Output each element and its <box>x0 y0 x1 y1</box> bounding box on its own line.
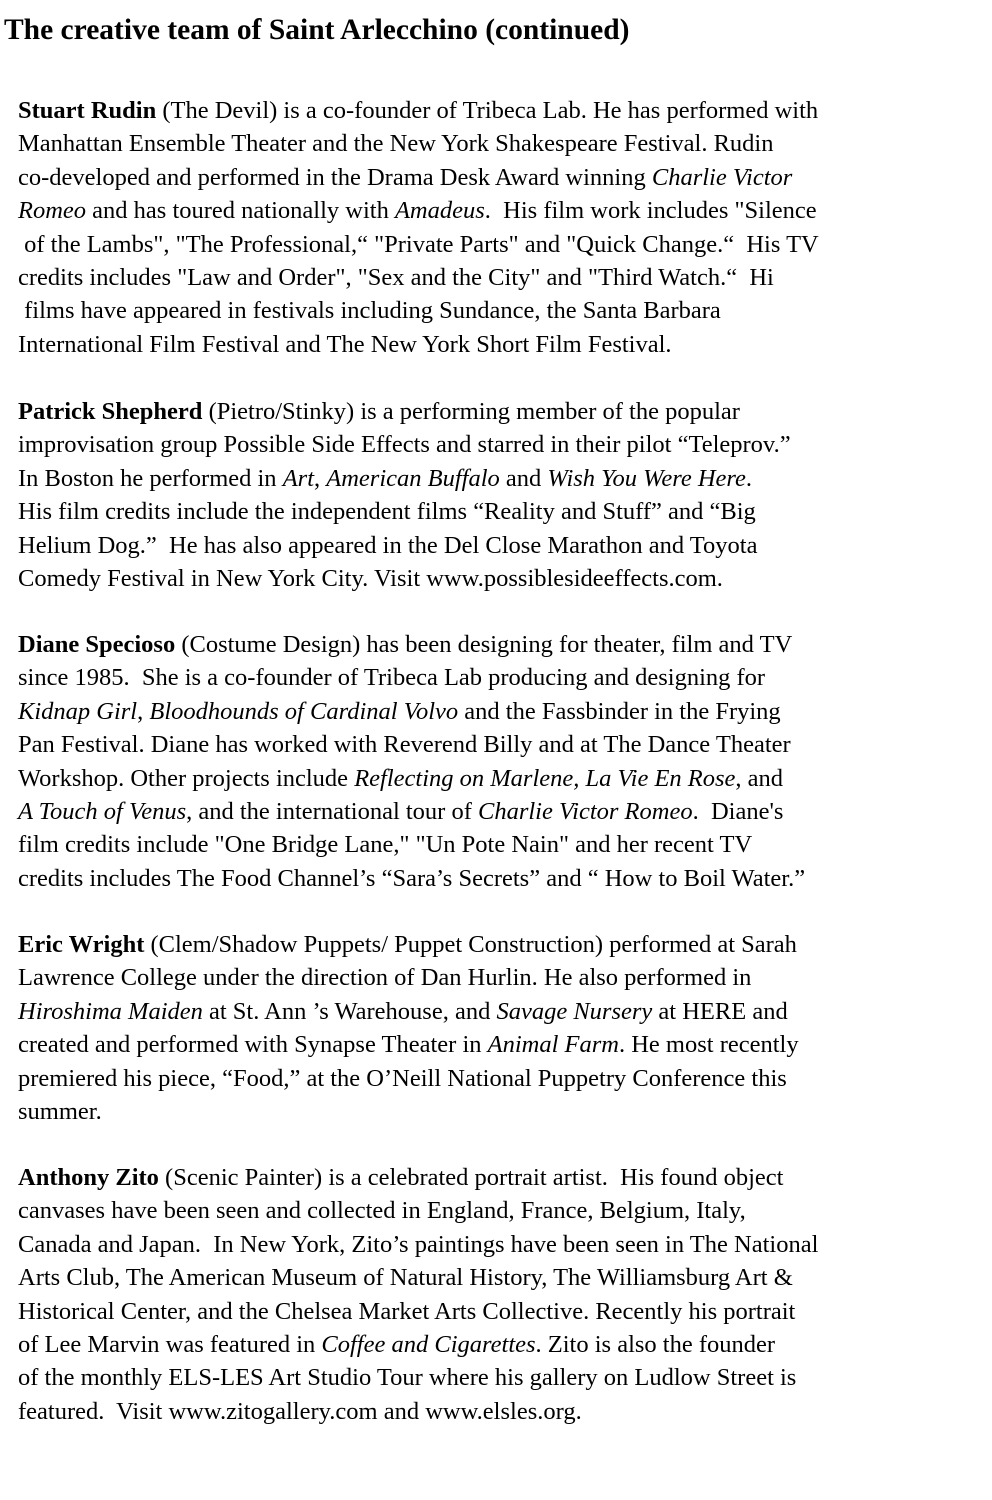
bio-text: film credits include "One Bridge Lane," "Un Pote Nain" and her recent TV <box>18 831 753 859</box>
work-title: Wish You Were Here <box>547 464 746 492</box>
work-title: Reflecting on Marlene, La Vie En Rose <box>354 764 736 792</box>
bio-line <box>18 395 791 428</box>
bio-line <box>18 94 819 127</box>
bio-text: of Lee Marvin was featured in <box>18 1330 322 1358</box>
bio-text: . He most recently <box>618 1031 799 1059</box>
bio-text: (Costume Design) has been designing for theater, film and TV <box>175 631 793 658</box>
bio-text: credits includes "Law and Order", "Sex and the City" and "Third Watch.“ Hi <box>18 263 774 291</box>
bio-line <box>18 1261 818 1294</box>
bio-line <box>18 1095 799 1128</box>
bio-text: co-developed and performed in the Drama Desk Award winning <box>18 163 652 191</box>
bio-text: films have appeared in festivals including Sundance, the Santa Barbara <box>18 297 721 325</box>
work-title: Bloodhounds of Cardinal Volvo <box>149 697 459 725</box>
bio-name: Anthony Zito <box>18 1164 159 1191</box>
work-title: Animal Farm <box>487 1031 619 1059</box>
bio-diane-specioso <box>18 628 805 895</box>
bio-line <box>18 194 819 227</box>
bio-text: created and performed with Synapse Theater in <box>18 1031 488 1059</box>
bio-text: Canada and Japan. In New York, Zito’s paintings have been seen in The National <box>18 1230 819 1258</box>
bio-name: Diane Specioso <box>18 631 176 658</box>
bio-line <box>18 1062 799 1095</box>
bio-line <box>18 862 805 895</box>
bio-text: Workshop. Other projects include <box>18 764 355 792</box>
page-title: The creative team of Saint Arlecchino (continued) <box>4 14 630 46</box>
work-title: Art <box>282 464 314 492</box>
bio-eric-wright <box>18 928 799 1128</box>
bio-text: (Clem/Shadow Puppets/ Puppet Construction) performed at Sarah <box>144 931 797 958</box>
bio-line <box>18 161 819 194</box>
bio-line <box>18 762 805 795</box>
bio-text: His film credits include the independent films “Reality and Stuff” and “Big <box>18 498 756 526</box>
work-title: American Buffalo <box>326 464 500 492</box>
bio-line <box>18 628 805 661</box>
bio-line <box>18 1228 818 1261</box>
bio-text: (The Devil) is a co-founder of Tribeca Lab. He has performed with <box>156 97 819 124</box>
bio-line <box>18 1295 818 1328</box>
bio-text: . <box>745 464 753 492</box>
bio-name: Eric Wright <box>18 931 145 958</box>
bio-line <box>18 261 819 294</box>
bio-text: Comedy Festival in New York City. Visit www.possiblesideeffects.com. <box>18 564 723 592</box>
work-title: Kidnap Girl <box>18 697 138 725</box>
bio-text: premiered his piece, “Food,” at the O’Neill National Puppetry Conference this <box>18 1064 787 1092</box>
bio-name: Patrick Shepherd <box>18 398 203 425</box>
bio-line <box>18 462 791 495</box>
bio-line <box>18 828 805 861</box>
bio-text: summer. <box>18 1097 102 1125</box>
bio-text: Arts Club, The American Museum of Natural History, The Williamsburg Art & <box>18 1264 793 1292</box>
work-title: Charlie Victor Romeo <box>478 797 693 825</box>
bio-text: at HERE and <box>652 997 788 1025</box>
bio-text: at St. Ann ’s Warehouse, and <box>202 997 497 1025</box>
bio-text: and has toured nationally with <box>86 197 395 225</box>
bio-text: (Scenic Painter) is a celebrated portrait artist. His found object <box>158 1164 784 1191</box>
bio-line <box>18 294 819 327</box>
bio-line <box>18 695 805 728</box>
bio-text: Pan Festival. Diane has worked with Reverend Billy and at The Dance Theater <box>18 731 791 759</box>
bio-line <box>18 795 805 828</box>
bio-text: , and the international tour of <box>186 797 478 825</box>
bio-line <box>18 495 791 528</box>
bio-text: and the Fassbinder in the Frying <box>458 697 781 725</box>
bio-text: , <box>314 464 327 492</box>
bio-line <box>18 529 791 562</box>
bio-text: featured. Visit www.zitogallery.com and www.elsles.org. <box>18 1397 582 1425</box>
bio-text: Lawrence College under the direction of Dan Hurlin. He also performed in <box>18 964 752 992</box>
bio-line <box>18 1194 818 1227</box>
bio-text: and <box>499 464 548 492</box>
bio-text: of the monthly ELS-LES Art Studio Tour where his gallery on Ludlow Street is <box>18 1364 797 1392</box>
bio-line <box>18 1161 818 1194</box>
bio-text: International Film Festival and The New York Short Film Festival. <box>18 330 672 358</box>
bio-stuart-rudin <box>18 94 819 361</box>
bio-text: , and <box>735 764 784 792</box>
bio-line <box>18 127 819 160</box>
bio-line <box>18 995 799 1028</box>
bio-anthony-zito <box>18 1161 818 1428</box>
bio-line <box>18 1028 799 1061</box>
bio-name: Stuart Rudin <box>18 97 157 124</box>
bio-text: since 1985. She is a co-founder of Tribeca Lab producing and designing for <box>18 664 766 692</box>
bio-text: credits includes The Food Channel’s “Sara’s Secrets” and “ How to Boil Water.” <box>18 864 806 892</box>
bio-line <box>18 328 819 361</box>
bio-line <box>18 562 791 595</box>
bio-line <box>18 228 819 261</box>
bio-text: . Diane's <box>692 797 784 825</box>
bio-text: (Pietro/Stinky) is a performing member of the popular <box>202 398 740 425</box>
bio-line <box>18 1395 818 1428</box>
bio-text: Historical Center, and the Chelsea Market Arts Collective. Recently his portrait <box>18 1297 796 1325</box>
bio-line <box>18 728 805 761</box>
bio-line <box>18 961 799 994</box>
bio-line <box>18 428 791 461</box>
bio-line <box>18 661 805 694</box>
work-title: A Touch of Venus <box>18 797 187 825</box>
bio-text: . Zito is also the founder <box>535 1330 776 1358</box>
work-title: Coffee and Cigarettes <box>321 1330 536 1358</box>
bio-text: . His film work includes "Silence <box>484 197 817 225</box>
bio-text: , <box>137 697 150 725</box>
work-title: Charlie Victor <box>651 163 793 191</box>
bio-text: improvisation group Possible Side Effects and starred in their pilot “Teleprov.” <box>18 431 791 459</box>
work-title: Amadeus <box>394 197 485 225</box>
bio-text: canvases have been seen and collected in England, France, Belgium, Italy, <box>18 1197 746 1225</box>
bio-line <box>18 928 799 961</box>
bio-patrick-shepherd <box>18 395 791 595</box>
bio-text: Manhattan Ensemble Theater and the New York Shakespeare Festival. Rudin <box>18 130 774 158</box>
bio-text: of the Lambs", "The Professional,“ "Private Parts" and "Quick Change.“ His TV <box>18 230 819 258</box>
bio-text: Helium Dog.” He has also appeared in the Del Close Marathon and Toyota <box>18 531 758 559</box>
bio-text: In Boston he performed in <box>18 464 283 492</box>
bio-line <box>18 1328 818 1361</box>
bio-line <box>18 1361 818 1394</box>
work-title: Savage Nursery <box>496 997 653 1025</box>
work-title: Hiroshima Maiden <box>18 997 203 1025</box>
work-title: Romeo <box>18 197 87 225</box>
